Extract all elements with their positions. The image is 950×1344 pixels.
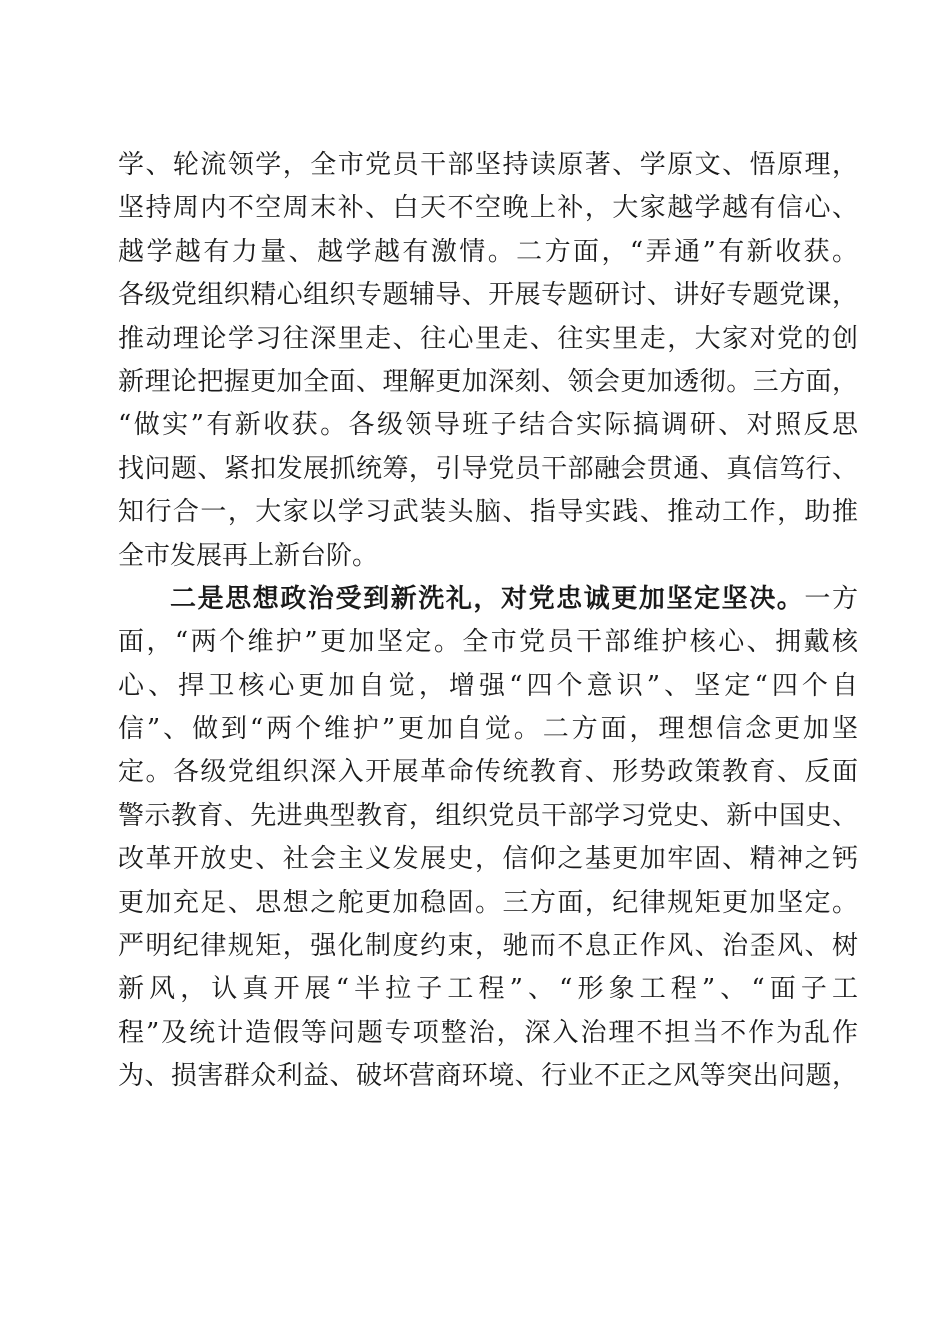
- text-line: 警示教育、先进典型教育，组织党员干部学习党史、新中国史、: [118, 800, 858, 831]
- text-line: 面，“两个维护”更加坚定。全市党员干部维护核心、拥戴核: [118, 627, 858, 658]
- paragraph-heading: 二是思想政治受到新洗礼，对党忠诚更加坚定坚决。: [170, 583, 805, 614]
- text-line: 推动理论学习往深里走、往心里走、往实里走，大家对党的创: [118, 323, 858, 354]
- text-line: 为、损害群众利益、破坏营商环境、行业不正之风等突出问题，: [118, 1061, 858, 1092]
- text-line: 各级党组织精心组织专题辅导、开展专题研讨、讲好专题党课，: [118, 280, 858, 311]
- text-line: 更加充足、思想之舵更加稳固。三方面，纪律规矩更加坚定。: [118, 887, 858, 918]
- text-line: 学、轮流领学，全市党员干部坚持读原著、学原文、悟原理，: [118, 150, 858, 180]
- text-line: 全市发展再上新台阶。: [118, 540, 379, 571]
- text-line: 改革开放史、社会主义发展史，信仰之基更加牢固、精神之钙: [118, 844, 858, 875]
- text-line: 找问题、紧扣发展抓统筹，引导党员干部融会贯通、真信笃行、: [118, 453, 858, 484]
- text-line: 程”及统计造假等问题专项整治，深入治理不担当不作为乱作: [118, 1017, 858, 1048]
- text-line: 信”、做到“两个维护”更加自觉。二方面，理想信念更加坚: [118, 714, 858, 745]
- text-fragment: 一方: [804, 583, 858, 614]
- text-line: 新理论把握更加全面、理解更加深刻、领会更加透彻。三方面，: [118, 366, 858, 397]
- text-line: 越学越有力量、越学越有激情。二方面，“弄通”有新收获。: [118, 236, 858, 267]
- text-line: 定。各级党组织深入开展革命传统教育、形势政策教育、反面: [118, 757, 858, 788]
- paragraph-lead-line: [118, 578, 858, 621]
- text-line: “做实”有新收获。各级领导班子结合实际搞调研、对照反思: [118, 410, 858, 441]
- text-line: 新风，认真开展“半拉子工程”、“形象工程”、“面子工: [118, 974, 858, 1005]
- text-line: 严明纪律规矩，强化制度约束，驰而不息正作风、治歪风、树: [118, 931, 858, 962]
- text-line: 心、捍卫核心更加自觉，增强“四个意识”、坚定“四个自: [118, 670, 858, 701]
- text-line: 知行合一，大家以学习武装头脑、指导实践、推动工作，助推: [118, 497, 858, 528]
- body-text: [118, 144, 858, 1099]
- text-line: 坚持周内不空周末补、白天不空晚上补，大家越学越有信心、: [118, 193, 858, 224]
